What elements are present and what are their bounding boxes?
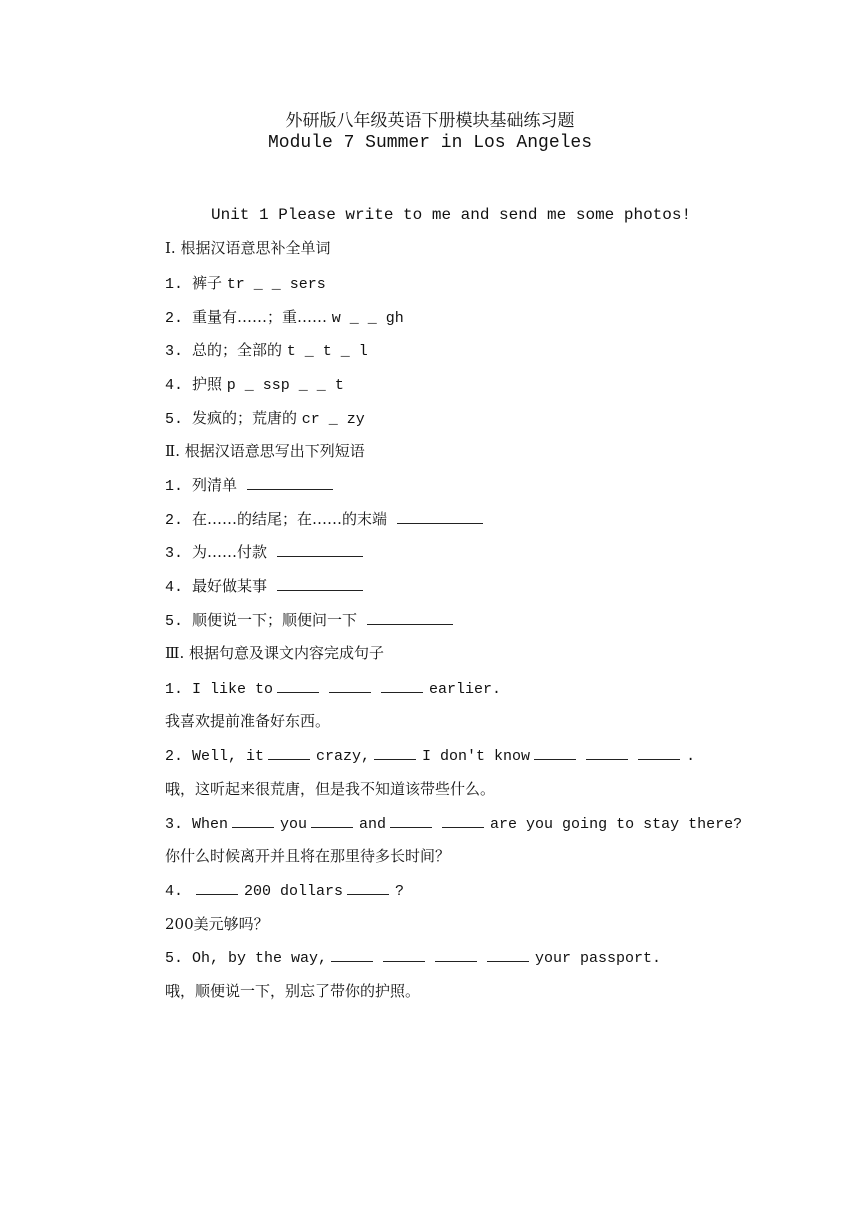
section-1-heading: Ⅰ. 根据汉语意思补全单词 — [165, 239, 331, 257]
answer-blank[interactable] — [311, 813, 353, 828]
list-item: 1. 裤子 tr _ _ sers — [165, 274, 326, 293]
list-item: 1. 列清单 — [165, 475, 333, 497]
answer-blank[interactable] — [638, 745, 680, 760]
sentence-item: 2. Well, it crazy, I don't know . — [165, 745, 695, 767]
list-item: 4. 最好做某事 — [165, 576, 363, 598]
sentence-item: 4. 200 dollars ? — [165, 880, 404, 902]
answer-blank[interactable] — [534, 745, 576, 760]
sentence-item: 5. Oh, by the way, your passport. — [165, 947, 661, 969]
answer-blank[interactable] — [347, 880, 389, 895]
sentence-translation: 哦，顺便说一下，别忘了带你的护照。 — [165, 982, 421, 1000]
answer-blank[interactable] — [277, 678, 319, 693]
list-item: 5. 顺便说一下；顺便问一下 — [165, 610, 453, 632]
unit-title: Unit 1 Please write to me and send me some photos! — [211, 206, 692, 224]
sentence-item: 1. I like to earlier. — [165, 678, 501, 700]
answer-blank[interactable] — [196, 880, 238, 895]
answer-blank[interactable] — [277, 542, 363, 557]
list-item: 2. 重量有……；重…… w _ _ gh — [165, 308, 404, 327]
answer-blank[interactable] — [381, 678, 423, 693]
list-item: 4. 护照 p _ ssp _ _ t — [165, 375, 344, 394]
answer-blank[interactable] — [232, 813, 274, 828]
answer-blank[interactable] — [397, 509, 483, 524]
answer-blank[interactable] — [435, 947, 477, 962]
sentence-translation: 200美元够吗？ — [165, 915, 269, 933]
sentence-translation: 哦，这听起来很荒唐，但是我不知道该带些什么。 — [165, 780, 496, 798]
list-item: 2. 在……的结尾；在……的末端 — [165, 509, 483, 531]
answer-blank[interactable] — [487, 947, 529, 962]
sentence-translation: 我喜欢提前准备好东西。 — [165, 712, 331, 730]
answer-blank[interactable] — [383, 947, 425, 962]
sentence-translation: 你什么时候离开并且将在那里待多长时间？ — [165, 847, 451, 865]
answer-blank[interactable] — [442, 813, 484, 828]
answer-blank[interactable] — [247, 475, 333, 490]
answer-blank[interactable] — [331, 947, 373, 962]
answer-blank[interactable] — [586, 745, 628, 760]
sentence-item: 3. When you and are you going to stay there? — [165, 813, 742, 835]
list-item: 3. 为……付款 — [165, 542, 363, 564]
answer-blank[interactable] — [329, 678, 371, 693]
answer-blank[interactable] — [390, 813, 432, 828]
answer-blank[interactable] — [277, 576, 363, 591]
answer-blank[interactable] — [374, 745, 416, 760]
list-item: 3. 总的；全部的 t _ t _ l — [165, 341, 368, 360]
title-english: Module 7 Summer in Los Angeles — [267, 133, 593, 153]
answer-blank[interactable] — [367, 610, 453, 625]
list-item: 5. 发疯的；荒唐的 cr _ zy — [165, 409, 365, 428]
title-chinese: 外研版八年级英语下册模块基础练习题 — [285, 111, 575, 131]
answer-blank[interactable] — [268, 745, 310, 760]
section-3-heading: Ⅲ. 根据句意及课文内容完成句子 — [165, 644, 385, 662]
section-2-heading: Ⅱ. 根据汉语意思写出下列短语 — [165, 442, 365, 460]
